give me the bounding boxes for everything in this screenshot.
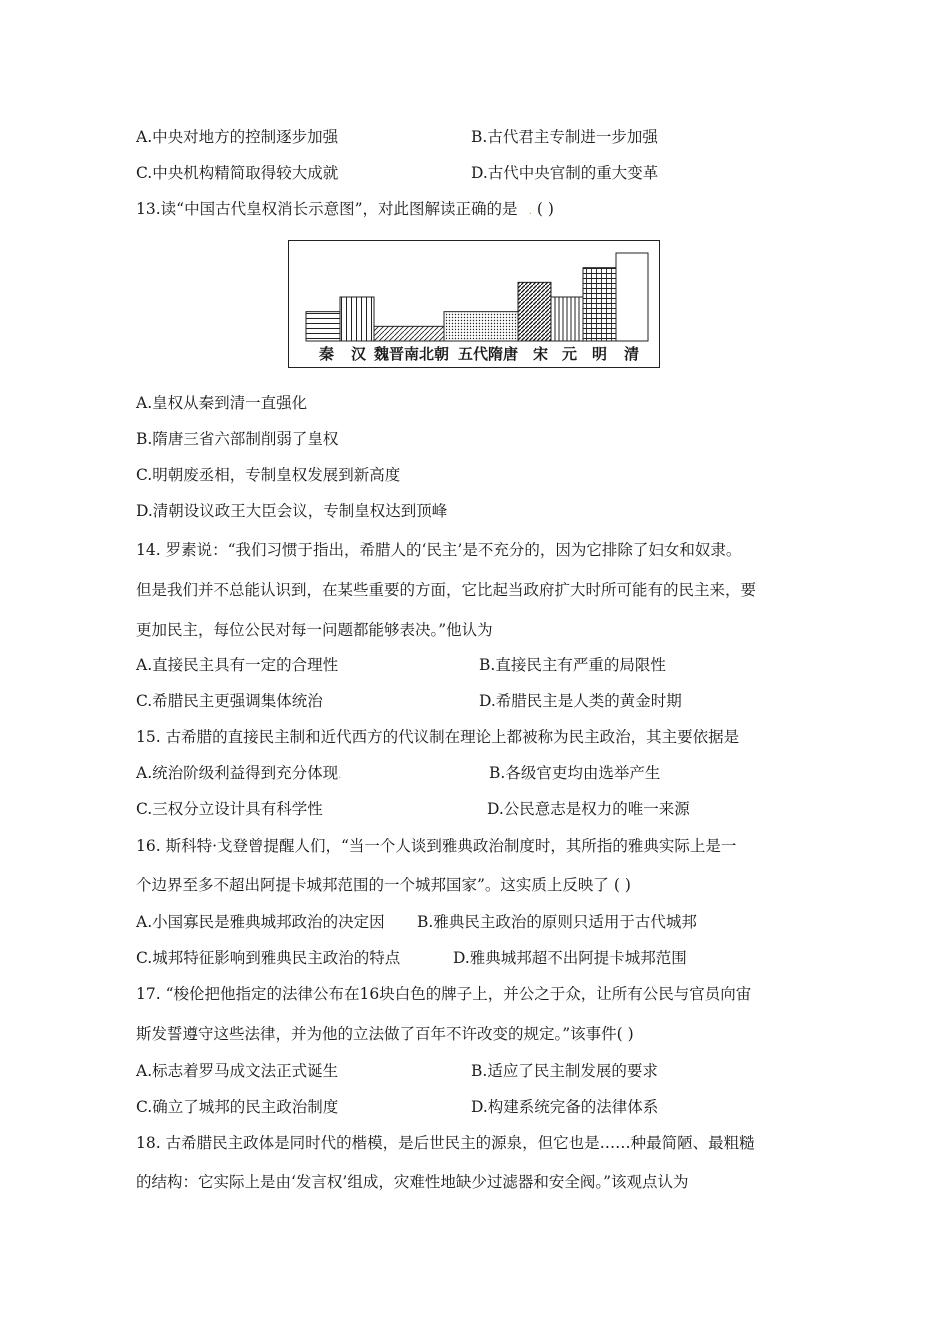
q16-option-a: A.小国寡民是雅典城邦政治的决定因 bbox=[136, 913, 385, 931]
q14-option-b: B.直接民主有严重的局限性 bbox=[479, 656, 666, 674]
q17-option-d: D.构建系统完备的法律体系 bbox=[471, 1098, 659, 1116]
q15-stem: 15. 古希腊的直接民主制和近代西方的代议制在理论上都被称为民主政治，其主要依据是 bbox=[136, 728, 740, 746]
q12-option-d: D.古代中央官制的重大变革 bbox=[471, 164, 659, 182]
q13-answer-paren: ( ) bbox=[536, 200, 554, 218]
q16-line-1: 16. 斯科特·戈登曾提醒人们，“当一个人谈到雅典政治制度时，其所指的雅典实际上是一 bbox=[136, 837, 737, 855]
q16-line-2: 个边界至多不超出阿提卡城邦范围的一个城邦国家”。这实质上反映了 ( ) bbox=[136, 876, 631, 894]
q12-option-c: C.中央机构精简取得较大成就 bbox=[136, 164, 339, 182]
category-label-sui-tang: 五代隋唐 bbox=[458, 345, 519, 363]
q14-option-d: D.希腊民主是人类的黄金时期 bbox=[479, 692, 682, 710]
q13-option-b: B.隋唐三省六部制削弱了皇权 bbox=[136, 430, 339, 448]
q16-option-d: D.雅典城邦超不出阿提卡城邦范围 bbox=[453, 949, 687, 967]
q15-option-a-text: A.统治阶级利益得到充分体现 bbox=[136, 764, 339, 782]
category-label-han: 汉 bbox=[351, 345, 367, 363]
q14-line-1: 14. 罗素说：“我们习惯于指出，希腊人的‘民主’是不充分的，因为它排除了妇女和奴隶。 bbox=[136, 541, 742, 559]
q13-option-a: A.皇权从秦到清一直强化 bbox=[136, 394, 308, 412]
q15-option-a bbox=[136, 763, 341, 786]
q12-option-b: B.古代君主专制进一步加强 bbox=[471, 128, 658, 146]
bar-sui-tang bbox=[444, 312, 518, 341]
q13-stem-text: 13.读“中国古代皇权消长示意图”，对此图解读正确的是 bbox=[136, 200, 518, 218]
q14-line-2: 但是我们并不总能认识到，在某些重要的方面，它比起当政府扩大时所可能有的民主来，要 bbox=[136, 581, 757, 599]
bar-yuan bbox=[551, 297, 583, 341]
q16-option-c: C.城邦特征影响到雅典民主政治的特点 bbox=[136, 949, 401, 967]
q13-option-c: C.明朝废丞相，专制皇权发展到新高度 bbox=[136, 466, 401, 484]
q17-line-1: 17. “梭伦把他指定的法律公布在16块白色的牌子上，并公之于众，让所有公民与官员向宙 bbox=[136, 985, 752, 1003]
bar-qin bbox=[306, 312, 340, 341]
category-label-yuan: 元 bbox=[562, 345, 578, 363]
q15-option-b: B.各级官吏均由选举产生 bbox=[489, 764, 661, 782]
q14-line-3: 更加民主，每位公民对每一问题都能够表决。”他认为 bbox=[136, 621, 493, 639]
category-label-song: 宋 bbox=[533, 345, 549, 363]
q16-option-b: B.雅典民主政治的原则只适用于古代城邦 bbox=[417, 913, 697, 931]
q18-line-1: 18. 古希腊民主政体是同时代的楷模，是后世民主的源泉，但它也是……种最简陋、最粗糙 bbox=[136, 1134, 755, 1152]
imperial-power-chart bbox=[288, 240, 660, 368]
category-label-wei-jin: 魏晋南北朝 bbox=[374, 345, 450, 363]
q12-option-a: A.中央对地方的控制逐步加强 bbox=[136, 128, 339, 146]
q15-option-d: D.公民意志是权力的唯一来源 bbox=[487, 800, 690, 818]
q14-option-c: C.希腊民主更强调集体统治 bbox=[136, 692, 323, 710]
q17-option-a: A.标志着罗马成文法正式诞生 bbox=[136, 1062, 339, 1080]
bar-ming bbox=[583, 268, 616, 341]
q15-option-c: C.三权分立设计具有科学性 bbox=[136, 800, 323, 818]
bar-song bbox=[518, 282, 551, 341]
q14-option-a: A.直接民主具有一定的合理性 bbox=[136, 656, 339, 674]
bar-wei-jin bbox=[374, 326, 444, 341]
chart-category-labels bbox=[289, 344, 661, 366]
q17-option-c: C.确立了城邦的民主政治制度 bbox=[136, 1098, 339, 1116]
q17-line-2: 斯发誓遵守这些法律，并为他的立法做了百年不许改变的规定。”该事件( ) bbox=[136, 1025, 634, 1043]
category-label-ming: 明 bbox=[592, 345, 608, 363]
q17-option-b: B.适应了民主制发展的要求 bbox=[471, 1062, 658, 1080]
category-label-qing: 清 bbox=[624, 345, 640, 363]
speck-mark: . bbox=[338, 770, 342, 781]
bar-qing bbox=[616, 253, 648, 341]
q18-line-2: 的结构：它实际上是由‘发言权’组成，灾难性地缺少过滤器和安全阀。”该观点认为 bbox=[136, 1173, 689, 1191]
bar-han bbox=[340, 297, 374, 341]
bars-group bbox=[306, 253, 648, 341]
category-label-qin: 秦 bbox=[319, 345, 335, 363]
q13-option-d: D.清朝设议政王大臣会议，专制皇权达到顶峰 bbox=[136, 502, 448, 520]
speck-mark: . bbox=[522, 206, 532, 217]
q13-stem bbox=[136, 199, 554, 222]
